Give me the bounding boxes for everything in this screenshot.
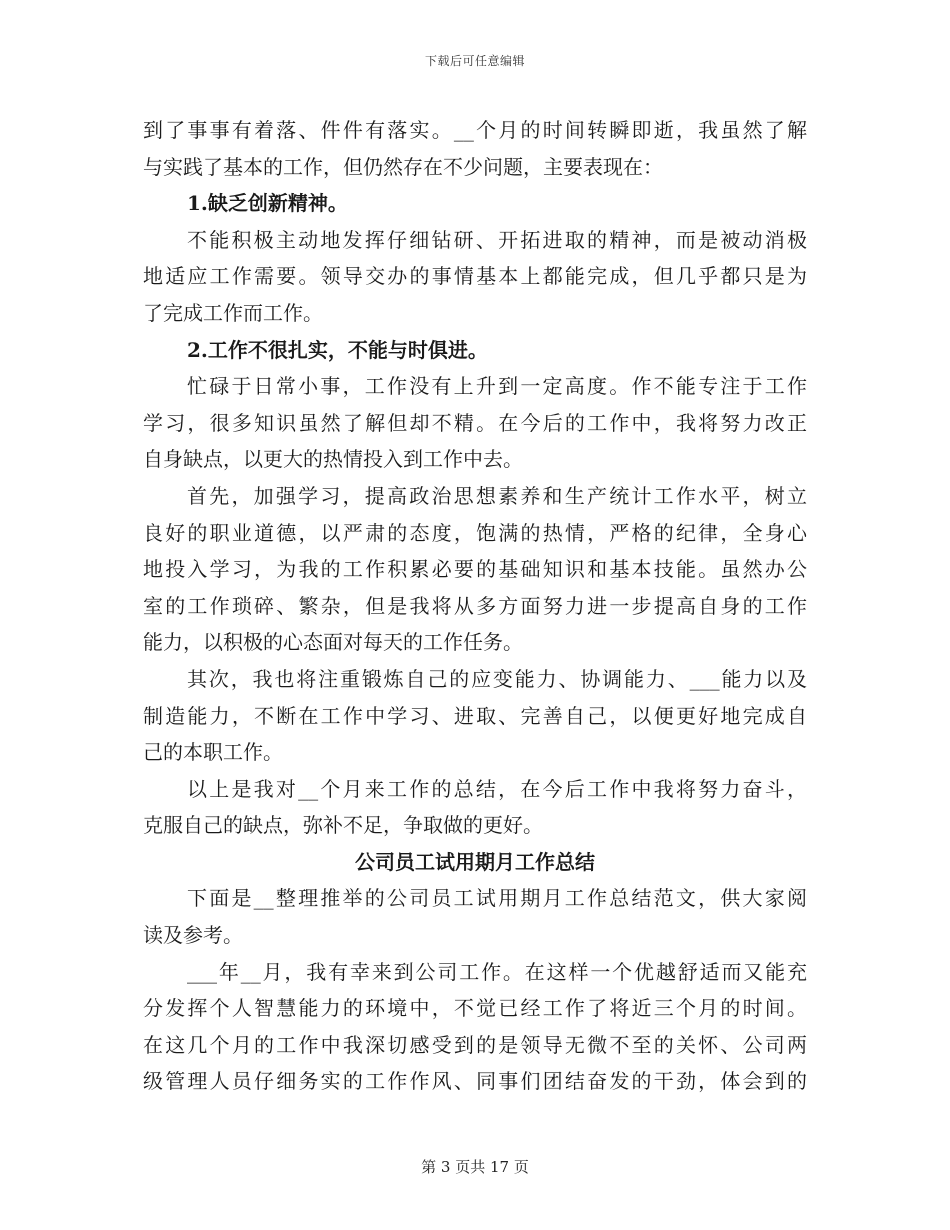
section-title: 公司员工试用期月工作总结 bbox=[355, 849, 595, 874]
text-line: 地投入学习，为我的工作积累必要的基础知识和基本技能。虽然办公 bbox=[143, 557, 807, 582]
text-line: 不能积极主动地发挥仔细钻研、开拓进取的精神，而是被动消极 bbox=[187, 227, 807, 252]
point-heading: 2.工作不很扎实，不能与时俱进。 bbox=[187, 337, 488, 362]
text-line: 其次，我也将注重锻炼自己的应变能力、协调能力、___能力以及 bbox=[187, 666, 807, 691]
text-line: 分发挥个人智慧能力的环境中，不觉已经工作了将近三个月的时间。 bbox=[143, 996, 807, 1021]
point-heading: 1.缺乏创新精神。 bbox=[187, 191, 348, 216]
document-body bbox=[143, 112, 807, 1100]
text-line: 到了事事有着落、件件有落实。__个月的时间转瞬即逝，我虽然了解 bbox=[143, 118, 807, 142]
text-line: 了完成工作而工作。 bbox=[143, 300, 323, 325]
text-line: 忙碌于日常小事，工作没有上升到一定高度。作不能专注于工作 bbox=[187, 374, 807, 399]
text-line: 制造能力，不断在工作中学习、进取、完善自己，以便更好地完成自 bbox=[143, 703, 807, 728]
text-line: ___年__月，我有幸来到公司工作。在这样一个优越舒适而又能充 bbox=[187, 959, 807, 984]
text-line: 克服自己的缺点，弥补不足，争取做的更好。 bbox=[143, 813, 543, 838]
text-line: 首先，加强学习，提高政治思想素养和生产统计工作水平，树立 bbox=[187, 483, 807, 508]
text-line: 良好的职业道德，以严肃的态度，饱满的热情，严格的纪律，全身心 bbox=[143, 520, 807, 545]
text-line: 地适应工作需要。领导交办的事情基本上都能完成，但几乎都只是为 bbox=[143, 264, 807, 289]
text-line: 能力，以积极的心态面对每天的工作任务。 bbox=[143, 630, 523, 655]
text-line: 己的本职工作。 bbox=[143, 740, 283, 765]
text-line: 室的工作琐碎、繁杂，但是我将从多方面努力进一步提高自身的工作 bbox=[143, 593, 807, 618]
text-line: 读及参考。 bbox=[143, 923, 243, 948]
page-footer: 第 3 页共 17 页 bbox=[421, 1158, 529, 1176]
text-line: 学习，很多知识虽然了解但却不精。在今后的工作中，我将努力改正 bbox=[143, 410, 807, 435]
text-line: 与实践了基本的工作，但仍然存在不少问题，主要表现在： bbox=[143, 154, 663, 179]
text-line: 自身缺点，以更大的热情投入到工作中去。 bbox=[143, 447, 523, 472]
page-header: 下载后可任意编辑 bbox=[424, 54, 525, 68]
text-line: 级管理人员仔细务实的工作作风、同事们团结奋发的干劲，体会到的 bbox=[143, 1069, 807, 1094]
text-line: 下面是__整理推举的公司员工试用期月工作总结范文，供大家阅 bbox=[187, 886, 807, 911]
text-line: 在这几个月的工作中我深切感受到的是领导无微不至的关怀、公司两 bbox=[143, 1032, 807, 1057]
text-line: 以上是我对__个月来工作的总结，在今后工作中我将努力奋斗， bbox=[187, 776, 807, 801]
